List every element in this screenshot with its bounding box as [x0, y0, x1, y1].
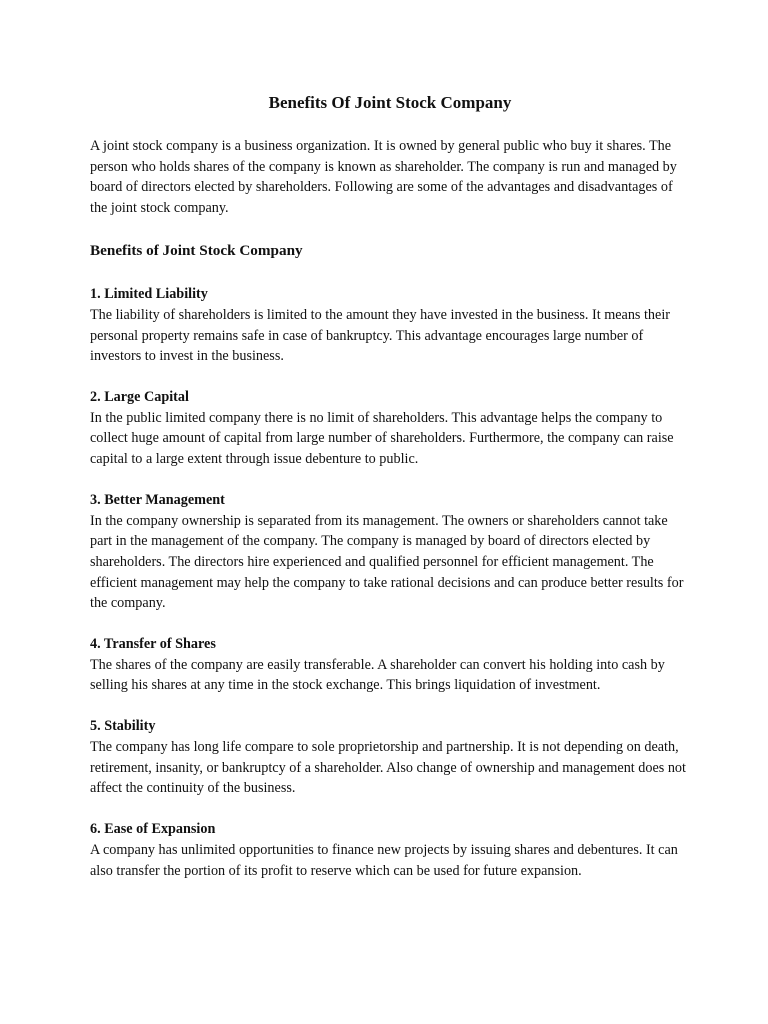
- document-page: [90, 92, 690, 902]
- benefit-body: The company has long life compare to sole proprietorship and partnership. It is not depending on death, retirement, insanity, or bankruptcy of a shareholder. Also change of ownership and management does not affect the continuity of the business.: [90, 739, 686, 797]
- benefit-title: 5. Stability: [90, 718, 156, 735]
- benefit-body: The liability of shareholders is limited to the amount they have invested in the business. It means their personal property remains safe in case of bankruptcy. This advantage encourages large number of investors to invest in the business.: [90, 306, 670, 365]
- benefit-body: The shares of the company are easily transferable. A shareholder can convert his holding into cash by selling his shares at any time in the stock exchange. This brings liquidation of investment.: [90, 656, 665, 694]
- benefit-body: In the public limited company there is no limit of shareholders. This advantage helps the company to collect huge amount of capital from large number of shareholders. Furthermore, the company can raise capital to a large extent through issue debenture to public.: [90, 409, 674, 468]
- benefit-title: 2. Large Capital: [90, 389, 189, 406]
- benefit-better-management: [90, 490, 690, 614]
- benefit-title: 1. Limited Liability: [90, 286, 208, 303]
- benefit-limited-liability: [90, 284, 690, 366]
- benefit-body: In the company ownership is separated from its management. The owners or shareholders cannot take part in the management of the company. The company is managed by board of directors elected by shareholders. The directors hire experienced and qualified personnel for efficient management. The efficient management may help the company to take rational decisions and can produce better results for the company.: [90, 512, 684, 612]
- benefit-ease-of-expansion: [90, 819, 690, 881]
- benefit-large-capital: [90, 387, 690, 469]
- benefit-title: 3. Better Management: [90, 492, 225, 509]
- benefit-title: 4. Transfer of Shares: [90, 636, 216, 653]
- section-heading: Benefits of Joint Stock Company: [90, 242, 303, 260]
- benefit-transfer-of-shares: [90, 634, 690, 696]
- benefit-stability: [90, 716, 690, 798]
- intro-paragraph: A joint stock company is a business organization. It is owned by general public who buy it shares. The person who holds shares of the company is known as shareholder. The company is run and managed by board of directors elected by shareholders. Following are some of the advantages and disadvantages of the joint stock company.: [90, 138, 677, 216]
- benefit-body: A company has unlimited opportunities to finance new projects by issuing shares and debentures. It can also transfer the portion of its profit to reserve which can be used for future expansion.: [90, 841, 678, 879]
- benefit-title: 6. Ease of Expansion: [90, 821, 216, 838]
- document-title: Benefits Of Joint Stock Company: [268, 93, 512, 112]
